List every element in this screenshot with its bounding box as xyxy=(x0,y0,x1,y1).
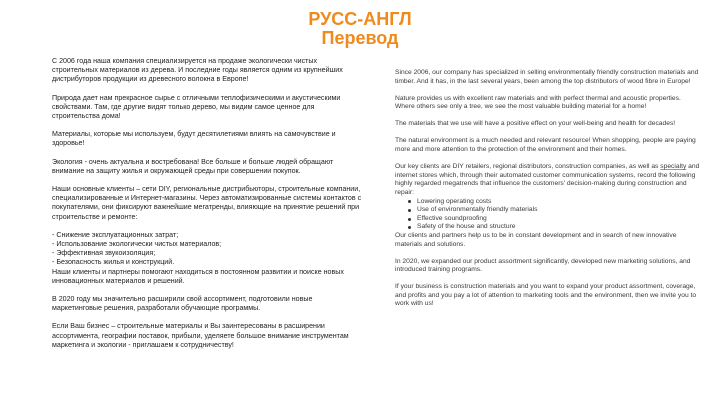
ru-list-item: - Безопасность жилья и конструкций. xyxy=(52,258,175,267)
en-bullet-item: Safety of the house and structure xyxy=(407,223,700,232)
ru-paragraph-7: В 2020 году мы значительно расширили свой ассортимент, подготовили новые маркетинговые решения, разработали обучающие программы. xyxy=(52,295,313,313)
en-paragraph-4: The natural environment is a much needed and relevant resource! When shopping, people are paying more and more attention to the protection of the environment and their homes. xyxy=(395,137,696,154)
en-paragraph-3: The materials that we use will have a positive effect on your well-being and health for decades! xyxy=(395,120,676,128)
ru-list-item: - Использование экологически чистых материалов; xyxy=(52,240,222,249)
ru-list-item: - Снижение эксплуатационных затрат; xyxy=(52,230,179,239)
en-bullet-list xyxy=(407,198,700,232)
english-column xyxy=(395,69,700,309)
ru-paragraph-8: Если Ваш бизнес – строительные материалы и Вы заинтересованы в расширении ассортимента, географии поставок, прибыли, уделяете большое внимание инструментам маркетинга и экологии - приглашаем к сотрудничеству! xyxy=(52,322,349,349)
ru-paragraph-1: С 2006 года наша компания специализируется на продаже экологически чистых строительных материалов из дерева. И последние годы является одним из крупнейших дистрибуторов продукции из древесного волокна в Европе! xyxy=(52,57,343,84)
en-paragraph-5 xyxy=(395,163,700,197)
page-title xyxy=(0,10,720,48)
ru-paragraph-6: Наши клиенты и партнеры помогают находиться в постоянном развитии и поиске новых инновационных материалов и решений. xyxy=(52,267,344,285)
en-bullet-item: Effective soundproofing xyxy=(407,215,700,224)
title-line-2: Перевод xyxy=(321,28,399,48)
en-bullet-item: Use of environmentally friendly materials xyxy=(407,206,700,215)
en-underlined-word: specialty xyxy=(660,163,687,171)
title-line-1: РУСС-АНГЛ xyxy=(308,9,412,29)
en-paragraph-5-start: Our key clients are DIY retailers, regional distributors, construction companies, as well as xyxy=(395,163,661,171)
en-paragraph-6: Our clients and partners help us to be in constant development and in search of new innovative materials and solutions. xyxy=(395,231,677,248)
en-paragraph-8: If your business is construction materials and you want to expand your product assortment, coverage, and profits and you pay a lot of attention to marketing tools and the environment, then we invite you to work with us! xyxy=(395,283,697,308)
en-paragraph-7: In 2020, we expanded our product assortment significantly, developed new marketing solutions, and introduced training programs. xyxy=(395,257,691,274)
russian-column xyxy=(52,57,362,350)
ru-paragraph-4: Экология - очень актуальна и востребована! Все больше и больше людей обращают внимание на защиту жилья и окружающей среды при совершении покупок. xyxy=(52,157,334,175)
en-paragraph-2: Nature provides us with excellent raw materials and with perfect thermal and acoustic properties. Where others see only a tree, we see the most valuable building material for a home! xyxy=(395,94,681,111)
en-paragraph-5-end: and internet stores which, through their automated customer communication systems, record the following highly regarded megatrends that influence the customers' decision-making during construction and repair: xyxy=(395,163,700,196)
en-bullet-item: Lowering operating costs xyxy=(407,198,700,207)
ru-list-item: - Эффективная звукоизоляция; xyxy=(52,249,156,258)
ru-paragraph-2: Природа дает нам прекрасное сырье с отличными теплофизическими и акустическими свойствами. Там, где другие видят только дерево, мы видим самое ценное для строительства дома! xyxy=(52,93,341,121)
ru-paragraph-5: Наши основные клиенты – сети DIY, региональные дистрибьюторы, строительные компании, специализированные и Интернет-магазины. Через автоматизированные системы контактов с покупателями, они фиксируют важнейшие мегатренды, влияющие на принятие решений при строительстве и ремонте: xyxy=(52,185,362,221)
en-paragraph-1: Since 2006, our company has specialized in selling environmentally friendly construction materials and timber. And it has, in the last several years, been among the top distributors of wood fibre in Europe! xyxy=(395,69,699,85)
ru-paragraph-3: Материалы, которые мы используем, будут десятилетиями влиять на самочувствие и здоровье! xyxy=(52,130,336,148)
